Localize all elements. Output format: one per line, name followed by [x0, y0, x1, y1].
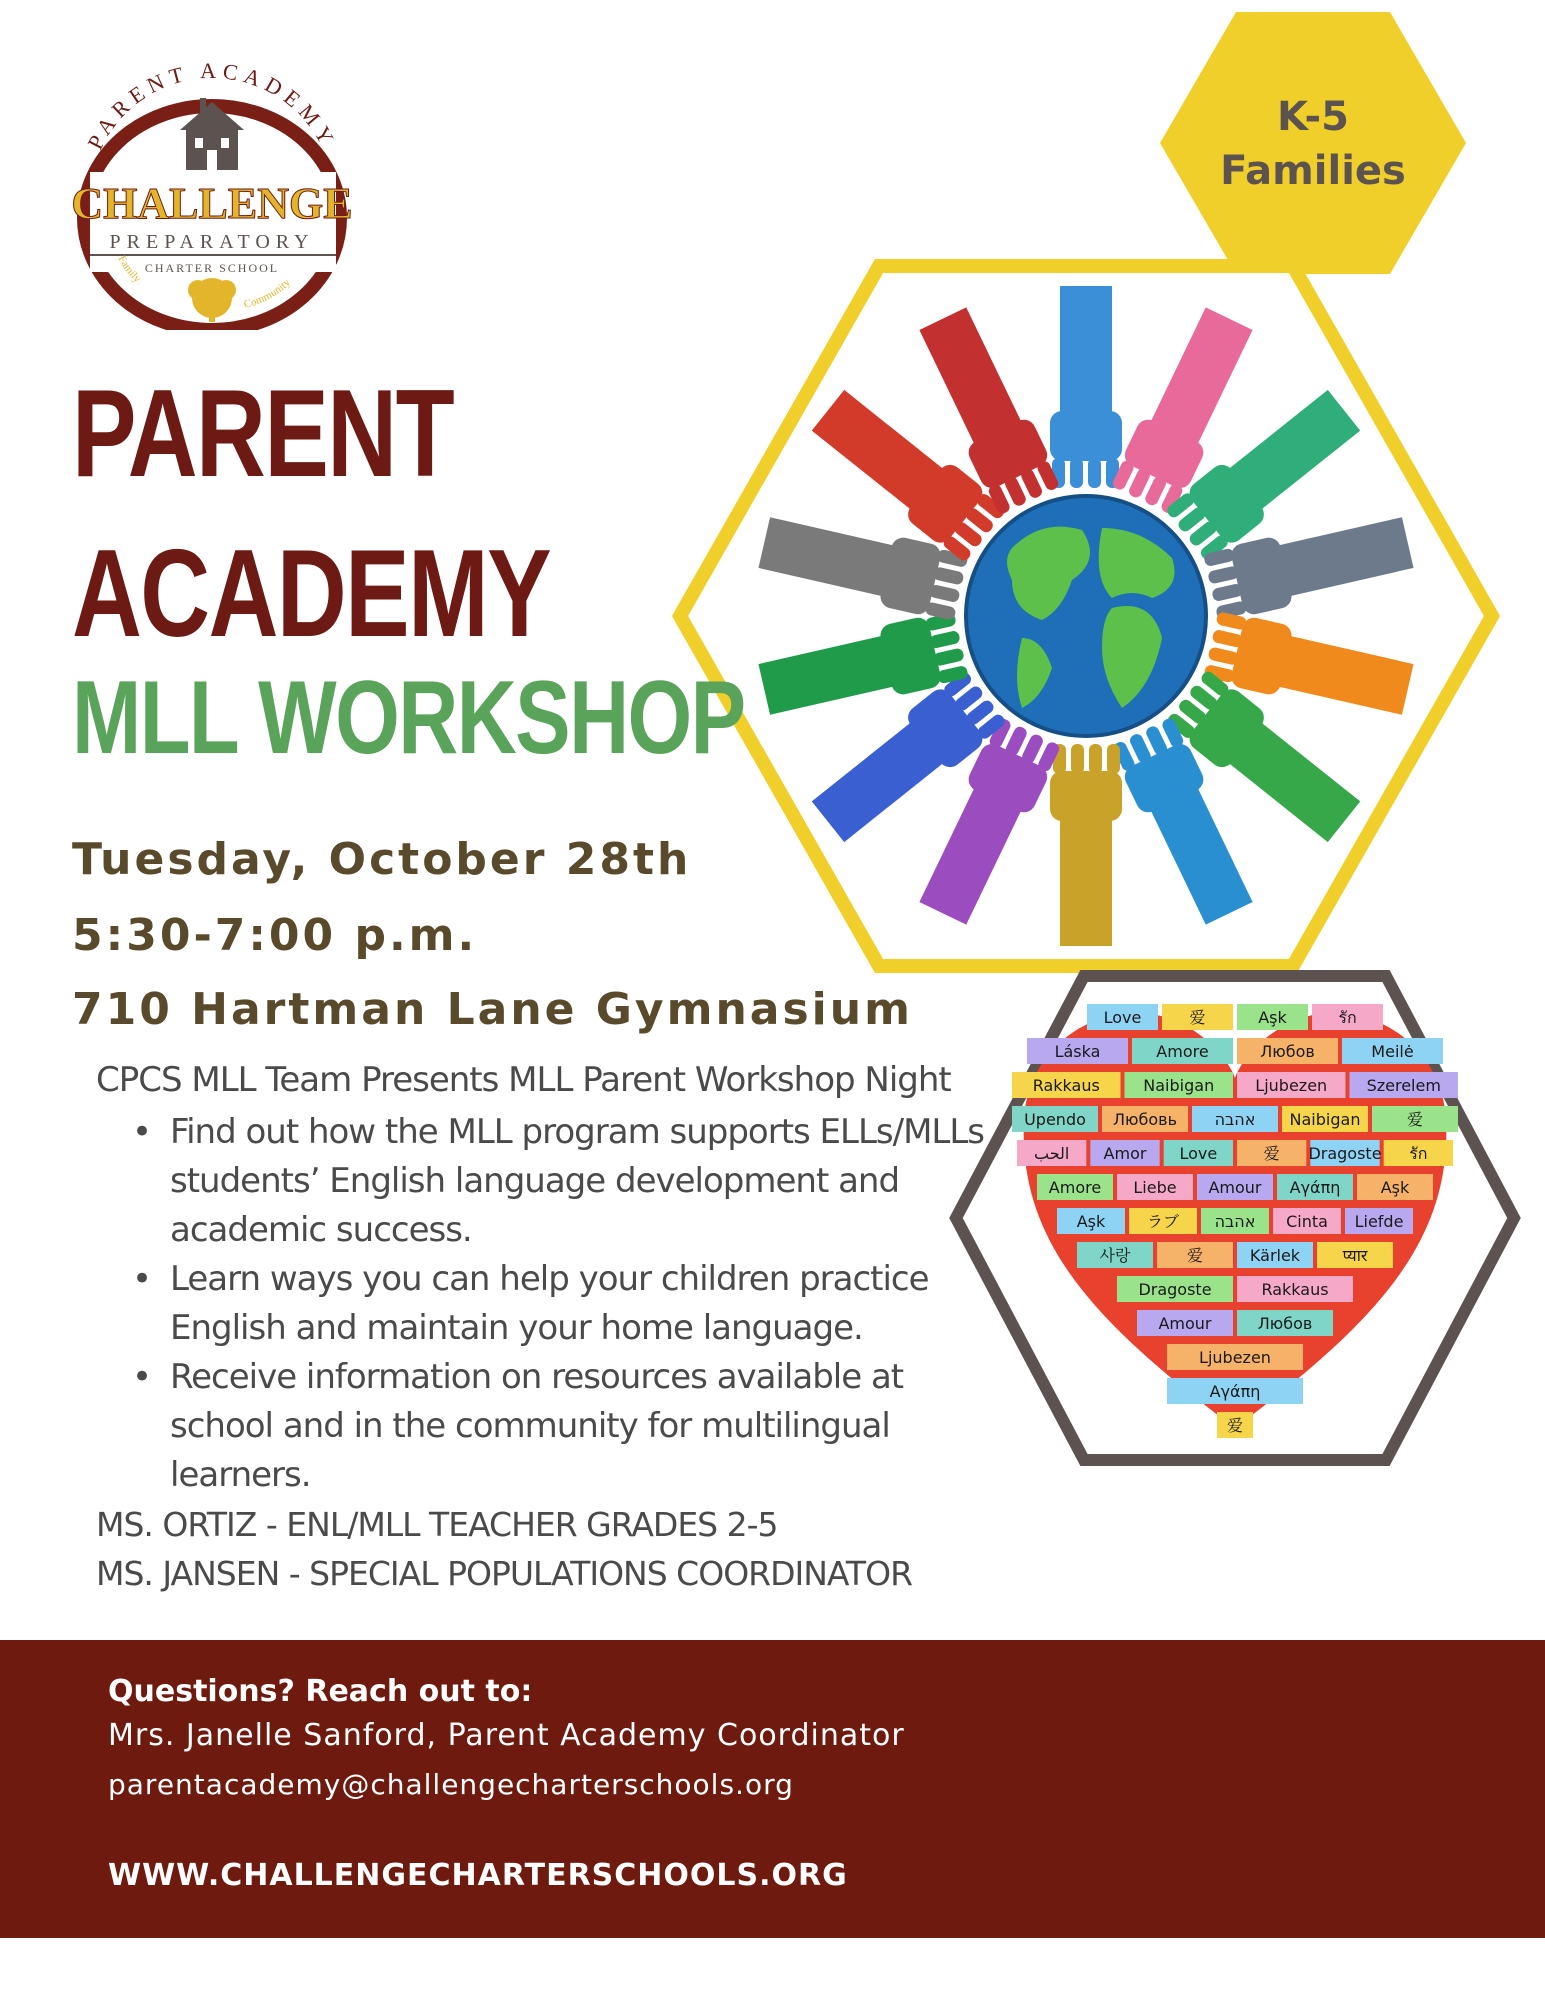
word-label: Rakkaus: [1032, 1076, 1100, 1095]
word-label: Aşk: [1380, 1178, 1410, 1197]
word-label: Любовь: [1112, 1110, 1178, 1129]
word-label: รัก: [1409, 1144, 1428, 1163]
word-label: Meilė: [1371, 1042, 1414, 1061]
word-label: Láska: [1054, 1042, 1101, 1061]
footer-contact: Mrs. Janelle Sanford, Parent Academy Coordinator: [108, 1718, 905, 1753]
word-label: ラブ: [1146, 1212, 1180, 1231]
word-label: Liebe: [1133, 1178, 1177, 1197]
bullet-item: • Find out how the MLL program supports ELLs/MLLs students’ English language development and academic success.: [130, 1108, 1010, 1255]
bullet-item: • Learn ways you can help your children practice English and maintain your home language.: [130, 1255, 1010, 1353]
word-label: Liefde: [1354, 1212, 1404, 1231]
title-mll-workshop: MLL WORKSHOP: [72, 660, 745, 776]
word-label: אהבה: [1214, 1212, 1256, 1231]
word-label: Amour: [1158, 1314, 1212, 1333]
event-time: 5:30-7:00 p.m.: [72, 910, 478, 961]
word-label: 爱: [1263, 1144, 1280, 1163]
word-label: Amore: [1048, 1178, 1102, 1197]
word-label: Amor: [1103, 1144, 1147, 1163]
word-label: 爱: [1406, 1110, 1424, 1129]
word-label: प्यार: [1342, 1246, 1368, 1265]
logo-sub: PREPARATORY: [109, 231, 315, 253]
title-academy: ACADEMY: [72, 525, 551, 663]
footer-email[interactable]: parentacademy@challengecharterschools.org: [108, 1768, 794, 1801]
word-label: الحب: [1033, 1144, 1070, 1163]
badge-line1: K-5: [1277, 94, 1349, 140]
word-label: Naibigan: [1289, 1110, 1361, 1129]
staff-jansen: MS. JANSEN - SPECIAL POPULATIONS COORDINATOR: [96, 1554, 912, 1593]
event-date: Tuesday, October 28th: [72, 834, 692, 885]
word-label: Αγάπη: [1289, 1178, 1341, 1197]
word-label: Amour: [1208, 1178, 1262, 1197]
workshop-bullets: [130, 1108, 1010, 1500]
workshop-intro: CPCS MLL Team Presents MLL Parent Workshop Night: [96, 1060, 951, 1100]
hand-shape: [1050, 286, 1122, 488]
word-label: Kärlek: [1249, 1246, 1301, 1265]
word-label: Upendo: [1024, 1110, 1086, 1129]
love-heart-illustration: [948, 968, 1522, 1468]
word-label: Szerelem: [1366, 1076, 1441, 1095]
word-label: Ljubezen: [1199, 1348, 1271, 1367]
k5-families-badge: [1160, 12, 1466, 274]
logo-arc-text: PARENT ACADEMY: [82, 57, 342, 154]
tree-icon: [188, 278, 236, 322]
word-label: Dragoste: [1308, 1144, 1382, 1163]
school-logo: [60, 50, 365, 330]
word-label: Dragoste: [1138, 1280, 1212, 1299]
staff-ortiz: MS. ORTIZ - ENL/MLL TEACHER GRADES 2-5: [96, 1505, 778, 1544]
footer-website[interactable]: WWW.CHALLENGECHARTERSCHOOLS.ORG: [108, 1858, 848, 1893]
globe-icon: [966, 496, 1206, 736]
word-label: 사랑: [1099, 1246, 1131, 1265]
word-label: Love: [1179, 1144, 1218, 1163]
bullet-item: • Receive information on resources available at school and in the community for multilingual learners.: [130, 1353, 1010, 1500]
logo-school: CHARTER SCHOOL: [144, 261, 280, 275]
word-label: 爱: [1186, 1246, 1204, 1265]
word-label: Amore: [1156, 1042, 1209, 1061]
word-label: Aşk: [1258, 1008, 1287, 1027]
word-label: 爱: [1189, 1008, 1206, 1027]
word-label: Cinta: [1286, 1212, 1328, 1231]
word-label: Любов: [1257, 1314, 1313, 1333]
word-label: Naibigan: [1143, 1076, 1215, 1095]
word-label: Rakkaus: [1261, 1280, 1329, 1299]
globe-hands-illustration: [672, 258, 1500, 974]
badge-line2: Families: [1220, 148, 1406, 194]
word-label: Aşk: [1076, 1212, 1106, 1231]
word-label: Ljubezen: [1255, 1076, 1328, 1095]
word-label: รัก: [1338, 1008, 1357, 1027]
hand-shape: [1050, 744, 1122, 946]
logo-family: Family: [115, 253, 143, 286]
footer-heading: Questions? Reach out to:: [108, 1674, 533, 1709]
event-location: 710 Hartman Lane Gymnasium: [72, 984, 913, 1035]
word-label: Love: [1103, 1008, 1142, 1027]
word-label: Αγάπη: [1209, 1382, 1261, 1401]
logo-name: CHALLENGE: [71, 179, 353, 228]
logo-community: Community: [242, 276, 293, 311]
word-label: אהבה: [1214, 1110, 1256, 1129]
word-label: Любов: [1260, 1042, 1315, 1061]
title-parent: PARENT: [72, 365, 454, 503]
word-label: 爱: [1226, 1416, 1244, 1435]
